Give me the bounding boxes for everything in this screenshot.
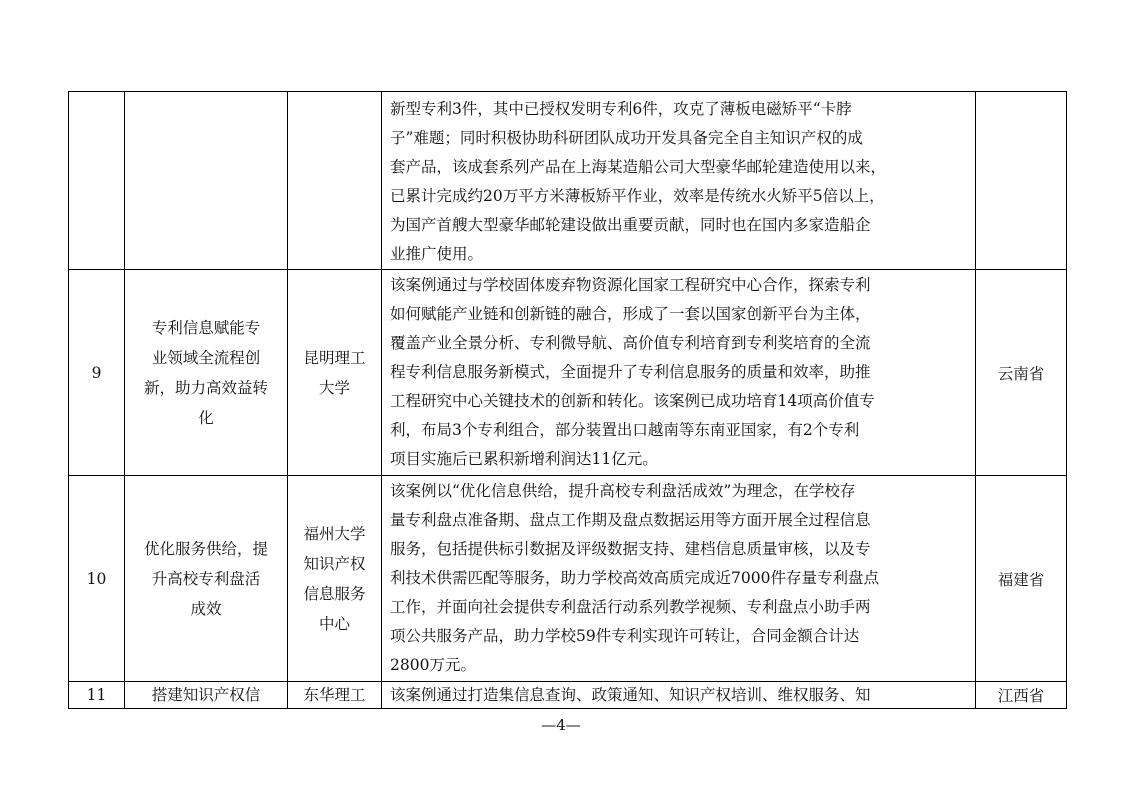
table-row bbox=[69, 682, 1067, 709]
table-row bbox=[69, 476, 1067, 682]
case-number bbox=[69, 92, 125, 270]
case-description bbox=[382, 270, 976, 476]
case-description bbox=[382, 682, 976, 709]
case-organization: 福州大学 知识产权 信息服务 中心 bbox=[288, 476, 382, 682]
table-row bbox=[69, 270, 1067, 476]
case-name bbox=[125, 92, 288, 270]
case-table bbox=[68, 91, 1067, 709]
page-number: —4— bbox=[541, 716, 581, 734]
case-description-text: 该案例通过与学校固体废弃物资源化国家工程研究中心合作，探索专利 如何赋能产业链和创新链的融合，形成了一套以国家创新平台为主体， 覆盖产业全景分析、专利微导航、高价值专利培育到专利奖培育的全流 程专利信息服务新模式，全面提升了专利信息服务的质量和效率，助推 工程研究中心关键技术的创新和转化。该案例已成功培育14项高价值专 利，布局3个专利组合，部分装置出口越南等东南亚国家，有2个专利 项目实施后已累积新增利润达11亿元。 bbox=[390, 276, 875, 468]
case-organization bbox=[288, 92, 382, 270]
case-organization: 东华理工 bbox=[288, 682, 382, 709]
case-name: 优化服务供给，提 升高校专利盘活 成效 bbox=[125, 476, 288, 682]
case-description bbox=[382, 476, 976, 682]
case-organization: 昆明理工 大学 bbox=[288, 270, 382, 476]
case-number: 11 bbox=[69, 682, 125, 709]
case-number: 10 bbox=[69, 476, 125, 682]
case-description bbox=[382, 92, 976, 270]
case-region: 云南省 bbox=[976, 270, 1067, 476]
case-number: 9 bbox=[69, 270, 125, 476]
table-row bbox=[69, 92, 1067, 270]
case-region: 福建省 bbox=[976, 476, 1067, 682]
case-name: 搭建知识产权信 bbox=[125, 682, 288, 709]
case-region: 江西省 bbox=[976, 682, 1067, 709]
case-description-text: 新型专利3件，其中已授权发明专利6件，攻克了薄板电磁矫平“卡脖 子”难题；同时积极协助科研团队成功开发具备完全自主知识产权的成 套产品，该成套系列产品在上海某造船公司大型豪华邮轮建造使用以来， 已累计完成约20万平方米薄板矫平作业，效率是传统水火矫平5倍以上， 为国产首艘大型豪华邮轮建设做出重要贡献，同时也在国内多家造船企 业推广使用。 bbox=[390, 100, 887, 263]
case-name: 专利信息赋能专 业领域全流程创 新，助力高效益转 化 bbox=[125, 270, 288, 476]
case-region bbox=[976, 92, 1067, 270]
case-description-text: 该案例以“优化信息供给，提升高校专利盘活成效”为理念，在学校存 量专利盘点准备期、盘点工作期及盘点数据运用等方面开展全过程信息 服务，包括提供标引数据及评级数据支持、建档信息质量审核，以及专 利技术供需匹配等服务，助力学校高效高质完成近7000件存量专利盘点 工作，并面向社会提供专利盘活行动系列教学视频、专利盘点小助手两 项公共服务产品，助力学校59件专利实现许可转让，合同金额合计达 2800万元。 bbox=[390, 482, 879, 674]
case-description-text: 该案例通过打造集信息查询、政策通知、知识产权培训、维权服务、知 bbox=[390, 686, 871, 704]
